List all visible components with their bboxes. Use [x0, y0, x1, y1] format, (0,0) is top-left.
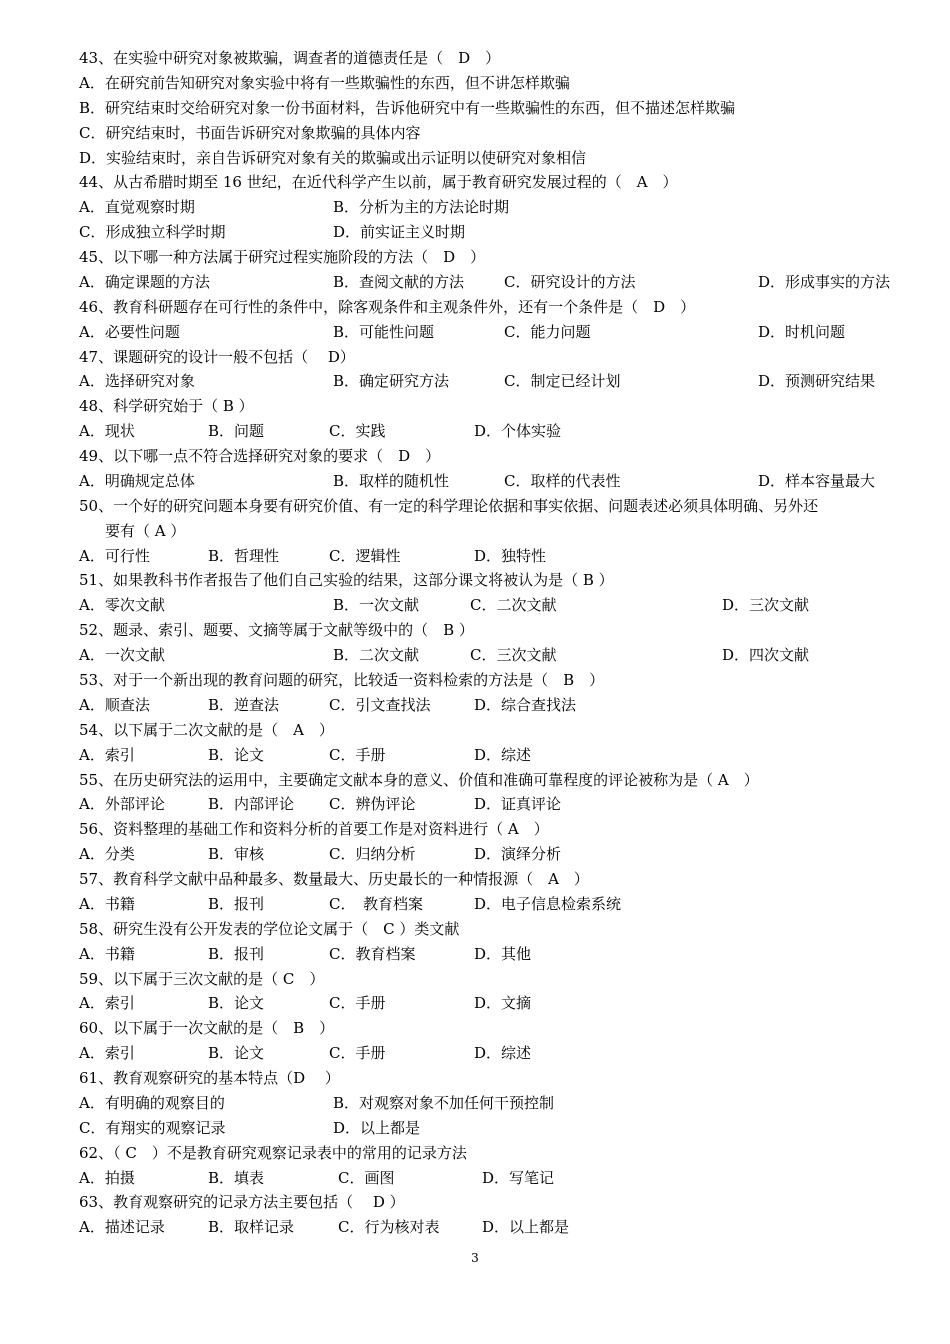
question-text: 62、（ C ）不是教育研究观察记录表中的常用的记录方法 — [79, 1143, 467, 1162]
question-text: 51、如果教科书作者报告了他们自己实验的结果，这部分课文将被认为是（ B ） — [79, 571, 614, 590]
question-line — [0, 618, 950, 643]
answer-option: C．辨伪评论 — [329, 795, 416, 814]
option-line — [0, 419, 950, 444]
answer-option: D．样本容量最大 — [758, 471, 876, 490]
question-text: 要有（ A ） — [105, 521, 186, 540]
answer-option: A．直觉观察时期 — [79, 198, 195, 217]
answer-option: C．画图 — [338, 1168, 395, 1187]
option-line — [0, 991, 950, 1016]
answer-option: D．以上都是 — [482, 1218, 570, 1237]
question-text: 48、科学研究始于（ B ） — [79, 397, 254, 416]
answer-option: D．文摘 — [474, 994, 532, 1013]
answer-option: B．二次文献 — [333, 646, 420, 665]
question-text: 58、研究生没有公开发表的学位论文属于（ C ）类文献 — [79, 919, 460, 938]
option-line — [0, 643, 950, 668]
question-text: 52、题录、索引、题要、文摘等属于文献等级中的（ B ） — [79, 621, 474, 640]
question-text: 44、从古希腊时期至 16 世纪，在近代科学产生以前，属于教育研究发展过程的（ A ） — [79, 173, 678, 192]
option-line — [0, 792, 950, 817]
answer-option: A．书籍 — [79, 944, 135, 963]
question-text: 56、资料整理的基础工作和资料分析的首要工作是对资料进行（ A ） — [79, 820, 549, 839]
answer-option: C．能力问题 — [504, 322, 591, 341]
option-line — [0, 1215, 950, 1240]
answer-option: B．研究结束时交给研究对象一份书面材料，告诉他研究中有一些欺骗性的东西，但不描述怎样欺骗 — [79, 98, 736, 117]
option-line — [0, 693, 950, 718]
option-line — [0, 892, 950, 917]
answer-option: C． 教育档案 — [329, 894, 423, 913]
answer-option: C．实践 — [329, 422, 386, 441]
answer-option: D．写笔记 — [482, 1168, 555, 1187]
question-line — [0, 867, 950, 892]
question-text: 59、以下属于三次文献的是（ C ） — [79, 969, 325, 988]
question-text: 43、在实验中研究对象被欺骗，调查者的道德责任是（ D ） — [79, 49, 501, 67]
option-line — [0, 1041, 950, 1066]
answer-option: A．必要性问题 — [79, 322, 180, 341]
question-text: 53、对于一个新出现的教育问题的研究，比较适一资料检索的方法是（ B ） — [79, 671, 605, 689]
question-line — [0, 394, 950, 419]
option-line — [0, 121, 950, 146]
answer-option: C．形成独立科学时期 — [79, 223, 226, 242]
answer-option: B．哲理性 — [208, 546, 280, 565]
answer-option: C．手册 — [329, 994, 386, 1013]
answer-option: C．有翔实的观察记录 — [79, 1118, 226, 1137]
question-line — [0, 1141, 950, 1166]
answer-option: A．现状 — [79, 422, 135, 441]
question-text: 63、教育观察研究的记录方法主要包括（ D ） — [79, 1193, 405, 1212]
answer-option: B．对观察对象不加任何干预控制 — [333, 1093, 555, 1112]
answer-option: C．二次文献 — [470, 596, 557, 615]
answer-option: B．分析为主的方法论时期 — [333, 198, 510, 217]
answer-option: A．在研究前告知研究对象实验中将有一些欺骗性的东西，但不讲怎样欺骗 — [79, 73, 570, 92]
answer-option: B．可能性问题 — [333, 322, 435, 341]
answer-option: D．综述 — [474, 1044, 532, 1063]
answer-option: B．逆查法 — [208, 695, 280, 714]
answer-option: D．电子信息检索系统 — [474, 894, 622, 913]
answer-option: C．归纳分析 — [329, 845, 416, 864]
option-line — [0, 146, 950, 171]
answer-option: D．形成事实的方法 — [758, 272, 891, 291]
page-number: 3 — [471, 1251, 479, 1265]
answer-option: B．查阅文献的方法 — [333, 272, 465, 291]
answer-option: A．索引 — [79, 745, 135, 764]
answer-option: A．顺查法 — [79, 695, 150, 714]
answer-option: B．报刊 — [208, 944, 265, 963]
question-line — [0, 1066, 950, 1091]
answer-option: C．引文查找法 — [329, 695, 431, 714]
question-text: 46、教育科研题存在可行性的条件中，除客观条件和主观条件外，还有一个条件是（ D ） — [79, 297, 696, 316]
option-line — [0, 220, 950, 245]
answer-option: B．内部评论 — [208, 795, 295, 814]
question-line — [0, 718, 950, 743]
question-text: 55、在历史研究法的运用中，主要确定文献本身的意义、价值和准确可靠程度的评论被称为是（ A ） — [79, 770, 759, 789]
answer-option: B．一次文献 — [333, 596, 420, 615]
option-line — [0, 842, 950, 867]
question-line — [0, 494, 950, 519]
answer-option: C．研究结束时，书面告诉研究对象欺骗的具体内容 — [79, 123, 421, 142]
question-text: 45、以下哪一种方法属于研究过程实施阶段的方法（ D ） — [79, 248, 486, 267]
question-line — [0, 917, 950, 942]
option-line — [0, 1091, 950, 1116]
answer-option: C．制定已经计划 — [504, 372, 621, 391]
option-line — [0, 942, 950, 967]
question-line — [0, 46, 950, 71]
option-line — [0, 96, 950, 121]
answer-option: B．论文 — [208, 1044, 265, 1063]
answer-option: A．零次文献 — [79, 596, 165, 615]
question-line — [0, 1016, 950, 1041]
answer-option: D．个体实验 — [474, 422, 562, 441]
option-line — [0, 369, 950, 394]
answer-option: B．问题 — [208, 422, 265, 441]
answer-option: D．以上都是 — [333, 1118, 421, 1137]
option-line — [0, 593, 950, 618]
question-line — [0, 768, 950, 793]
option-line — [0, 469, 950, 494]
answer-option: D．独特性 — [474, 546, 547, 565]
answer-option: B．审核 — [208, 845, 265, 864]
question-text: 57、教育科学文献中品种最多、数量最大、历史最长的一种情报源（ A ） — [79, 870, 589, 889]
answer-option: B．论文 — [208, 745, 265, 764]
answer-option: D．预测研究结果 — [758, 372, 876, 391]
answer-option: C．取样的代表性 — [504, 471, 621, 490]
option-line — [0, 743, 950, 768]
answer-option: C．教育档案 — [329, 944, 416, 963]
question-line — [0, 345, 950, 370]
option-line — [0, 544, 950, 569]
answer-option: C．三次文献 — [470, 646, 557, 665]
answer-option: A．确定课题的方法 — [79, 272, 210, 291]
answer-option: C．逻辑性 — [329, 546, 401, 565]
option-line — [0, 320, 950, 345]
question-line — [0, 444, 950, 469]
question-line — [0, 245, 950, 270]
question-text: 60、以下属于一次文献的是（ B ） — [79, 1019, 335, 1038]
answer-option: B．报刊 — [208, 894, 265, 913]
answer-option: A．明确规定总体 — [79, 471, 195, 490]
question-text: 50、一个好的研究问题本身要有研究价值、有一定的科学理论依据和事实依据、问题表述必须具体明确、另外还 — [79, 496, 819, 515]
question-line — [0, 170, 950, 195]
answer-option: D．前实证主义时期 — [333, 223, 466, 242]
answer-option: C．手册 — [329, 745, 386, 764]
question-line — [0, 295, 950, 320]
answer-option: C．手册 — [329, 1044, 386, 1063]
question-line — [0, 967, 950, 992]
answer-option: B．取样的随机性 — [333, 471, 450, 490]
option-line — [0, 270, 950, 295]
answer-option: A．一次文献 — [79, 646, 165, 665]
answer-option: A．有明确的观察目的 — [79, 1093, 225, 1112]
question-text: 54、以下属于二次文献的是（ A ） — [79, 720, 334, 739]
answer-option: D．时机问题 — [758, 322, 846, 341]
answer-option: A．索引 — [79, 1044, 135, 1063]
answer-option: A．可行性 — [79, 546, 150, 565]
answer-option: B．论文 — [208, 994, 265, 1013]
question-line — [0, 668, 950, 693]
answer-option: D．其他 — [474, 944, 532, 963]
question-text: 47、课题研究的设计一般不包括（ D） — [79, 347, 355, 366]
answer-option: C．研究设计的方法 — [504, 272, 636, 291]
answer-option: A．书籍 — [79, 894, 135, 913]
question-text: 61、教育观察研究的基本特点（D ） — [79, 1069, 340, 1088]
question-line — [0, 1190, 950, 1215]
answer-option: D．证真评论 — [474, 795, 562, 814]
option-line — [0, 1116, 950, 1141]
option-line — [0, 1166, 950, 1191]
question-line — [0, 568, 950, 593]
answer-option: B．取样记录 — [208, 1218, 295, 1237]
answer-option: D．综合查找法 — [474, 695, 577, 714]
answer-option: D．综述 — [474, 745, 532, 764]
answer-option: B．确定研究方法 — [333, 372, 450, 391]
answer-option: B．填表 — [208, 1168, 265, 1187]
question-line — [0, 817, 950, 842]
answer-option: D．三次文献 — [722, 596, 810, 615]
answer-option: A．分类 — [79, 845, 135, 864]
answer-option: A．外部评论 — [79, 795, 165, 814]
answer-option: A．拍摄 — [79, 1168, 135, 1187]
answer-option: C．行为核对表 — [338, 1218, 440, 1237]
question-line — [0, 519, 950, 544]
answer-option: A．索引 — [79, 994, 135, 1013]
option-line — [0, 71, 950, 96]
answer-option: A．选择研究对象 — [79, 372, 195, 391]
answer-option: A．描述记录 — [79, 1218, 165, 1237]
question-text: 49、以下哪一点不符合选择研究对象的要求（ D ） — [79, 447, 441, 466]
answer-option: D．实验结束时，亲自告诉研究对象有关的欺骗或出示证明以使研究对象相信 — [79, 148, 587, 167]
answer-option: D．四次文献 — [722, 646, 810, 665]
answer-option: D．演绎分析 — [474, 845, 562, 864]
option-line — [0, 195, 950, 220]
